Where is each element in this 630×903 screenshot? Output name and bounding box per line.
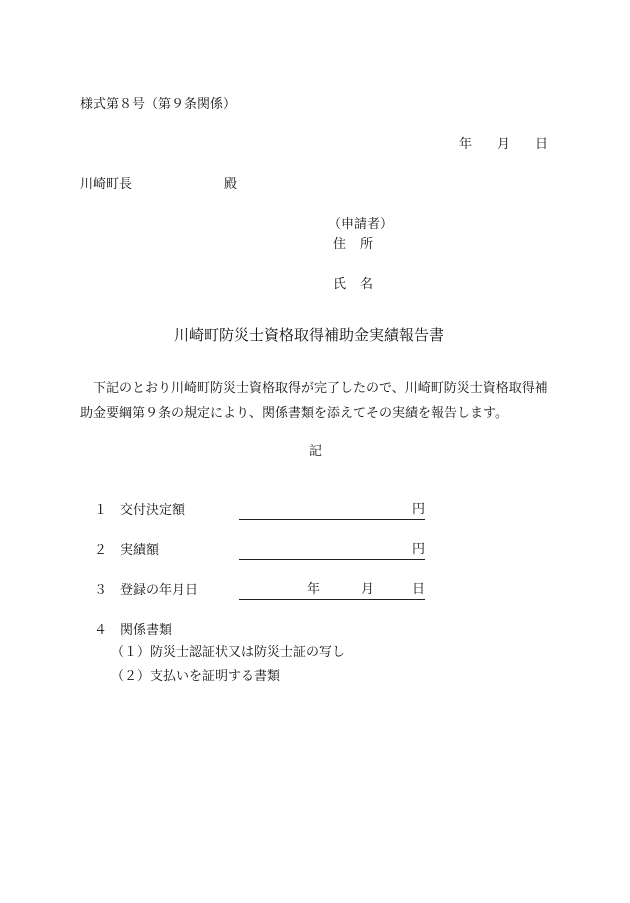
item-label-related-documents: 関係書類 (120, 623, 173, 638)
document-title: 川崎町防災士資格取得補助金実績報告書 (174, 326, 445, 344)
grant-amount-field[interactable] (239, 503, 425, 520)
item-label-grant-amount: 交付決定額 (120, 503, 186, 518)
item-label-registration-date: 登録の年月日 (120, 583, 199, 598)
date-month-label: 月 (497, 137, 511, 152)
document-list-item: （１）防災士認証状又は防災士証の写し (111, 645, 346, 660)
yen-unit: 円 (411, 542, 425, 557)
name-label: 氏名 (333, 277, 388, 292)
document-list-item: （２）支払いを証明する書類 (111, 669, 281, 684)
yen-unit: 円 (411, 502, 425, 517)
address-label: 住所 (333, 237, 388, 252)
ki-label: 記 (309, 444, 323, 459)
registration-date-field[interactable] (239, 583, 425, 600)
date-line (459, 138, 548, 151)
item-number: ４ (94, 623, 108, 638)
date-day-label: 日 (535, 137, 549, 152)
day-unit: 日 (411, 582, 425, 597)
item-label-actual-amount: 実績額 (120, 543, 160, 558)
item-number: ３ (94, 583, 108, 598)
year-unit: 年 (307, 582, 321, 597)
date-year-label: 年 (459, 137, 473, 152)
actual-amount-field[interactable] (239, 543, 425, 560)
addressee: 川崎町長 (80, 177, 133, 192)
addressee-title: 殿 (224, 177, 238, 192)
item-number: １ (94, 503, 108, 518)
item-number: ２ (94, 543, 108, 558)
month-unit: 月 (361, 582, 375, 597)
form-number: 様式第８号（第９条関係） (80, 97, 237, 112)
applicant-label: （申請者） (328, 217, 394, 232)
body-text: 下記のとおり川崎町防災士資格取得が完了したので、川崎町防災士資格取得補助金要綱第９条の規定により、関係書類を添えてその実績を報告します。 (80, 381, 548, 421)
